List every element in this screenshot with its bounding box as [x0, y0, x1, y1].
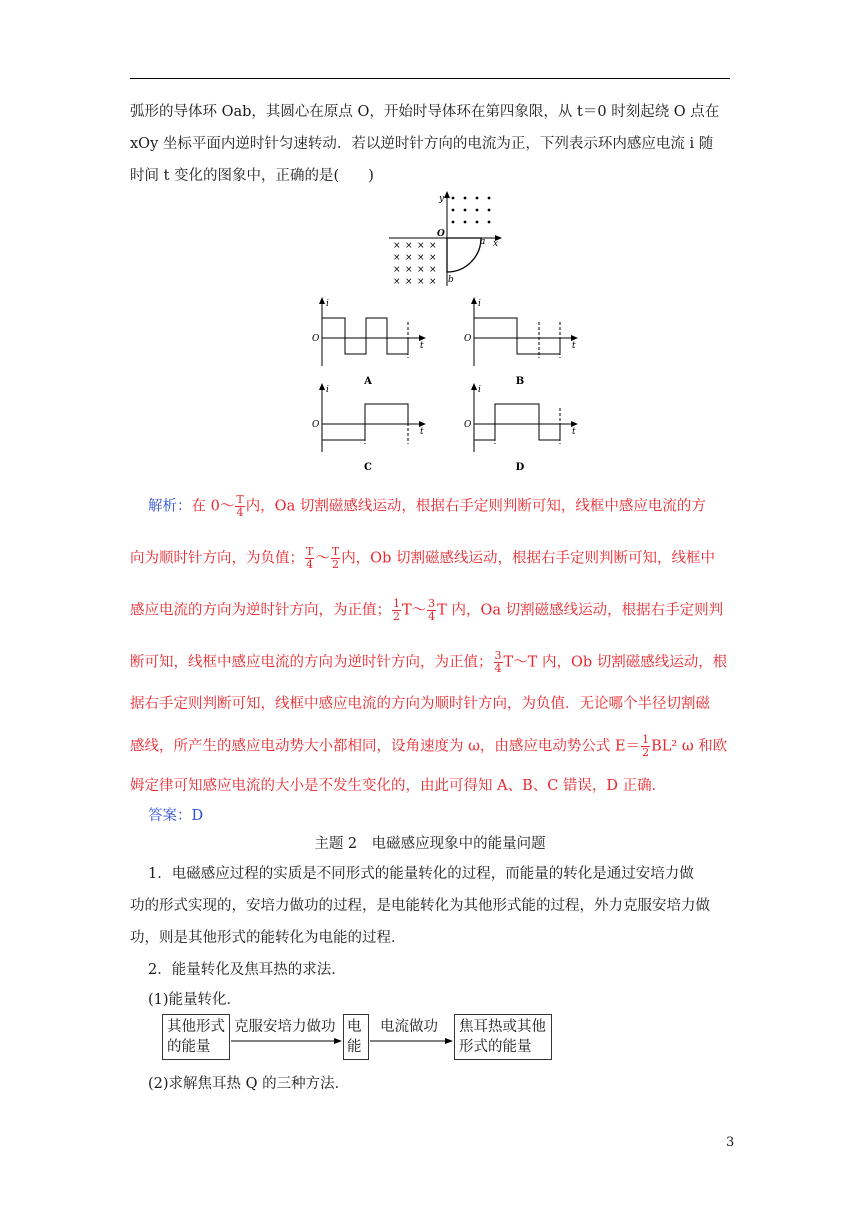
section-title: 主题 2 电磁感应现象中的能量问题	[314, 836, 546, 852]
para1-line-2: 功的形式实现的，安培力做功的过程，是电能转化为其他形式能的过程，外力克服安培力做	[130, 898, 710, 914]
svg-text:×: ×	[417, 253, 425, 263]
para3: (1)能量转化．	[148, 992, 242, 1008]
flow-label-overcome-ampere: 克服安培力做功	[234, 1019, 336, 1035]
graph-a-i: i	[326, 299, 329, 309]
graph-d	[462, 382, 587, 474]
axis-y-label: y	[439, 194, 445, 204]
analysis-line-5: 据右手定则判断可知，线框中感应电流的方向为顺时针方向，为负值．无论哪个半径切割磁	[130, 696, 710, 712]
field-crosses	[393, 241, 437, 287]
question-line-3: 时间 t 变化的图象中，正确的是( )	[130, 168, 374, 184]
para2: 2．能量转化及焦耳热的求法．	[148, 962, 346, 978]
graph-b-i: i	[478, 299, 481, 309]
graph-b-t: t	[572, 341, 576, 351]
graph-a	[310, 296, 435, 388]
point-a-label: a	[480, 237, 486, 247]
question-line-2: xOy 坐标平面内逆时针匀速转动．若以逆时针方向的电流为正，下列表示环内感应电流 i 随	[130, 136, 714, 152]
para1-line-3: 功，则是其他形式的能转化为电能的过程．	[130, 930, 406, 946]
graph-c-i: i	[326, 385, 329, 395]
point-b-label: b	[448, 275, 454, 285]
svg-text:×: ×	[429, 277, 437, 287]
svg-text:×: ×	[405, 277, 413, 287]
flow-box-electric-energy: 电 能	[343, 1014, 369, 1060]
svg-text:×: ×	[405, 265, 413, 275]
graph-b-label: B	[515, 376, 525, 387]
svg-text:×: ×	[393, 253, 401, 263]
graph-c-t: t	[420, 427, 424, 437]
analysis-line-6: 感线，所产生的感应电动势大小都相同，设角速度为 ω，由感应电动势公式 E＝ $\frac{1}{2}$ BL² ω 和欧	[130, 733, 728, 759]
graph-b-o: O	[464, 334, 472, 344]
svg-text:×: ×	[417, 277, 425, 287]
page-number: 3	[726, 1135, 735, 1150]
svg-text:×: ×	[429, 265, 437, 275]
graph-c-o: O	[312, 420, 320, 430]
field-figure	[385, 190, 505, 290]
svg-text:×: ×	[417, 241, 425, 251]
flow-arrow-2	[370, 1036, 454, 1046]
analysis-line-3: 感应电流的方向为逆时针方向，为正值； $\frac{1}{2}$ T～ $\frac{3}{4}$ T 内，Oa 切割磁感线运动，根据右手定则判	[130, 597, 724, 623]
graph-d-o: O	[464, 420, 472, 430]
svg-text:×: ×	[429, 241, 437, 251]
origin-label: O	[437, 229, 445, 239]
graph-a-o: O	[312, 334, 320, 344]
para1-line-1: 1．电磁感应过程的实质是不同形式的能量转化的过程，而能量的转化是通过安培力做	[148, 866, 694, 882]
svg-text:×: ×	[393, 277, 401, 287]
graph-a-label: A	[364, 376, 372, 387]
header-rule	[130, 78, 730, 79]
analysis-line-1: 解析：在 0～ $\frac{T}{4}$ 内，Oa 切割磁感线运动，根据右手定则判断可知，线框中感应电流的方	[148, 493, 706, 519]
para4: (2)求解焦耳热 Q 的三种方法．	[148, 1076, 350, 1092]
graph-d-i: i	[478, 385, 481, 395]
axis-x-label: x	[493, 239, 499, 249]
graph-d-t: t	[572, 427, 576, 437]
graph-b	[462, 296, 587, 388]
flow-box-other-energy: 其他形式 的能量	[162, 1014, 230, 1060]
graph-c-label: C	[364, 462, 372, 473]
answer: 答案：D	[148, 808, 204, 824]
svg-text:×: ×	[393, 265, 401, 275]
analysis-line-7: 姆定律可知感应电流的大小是不发生变化的，由此可得知 A、B、C 错误，D 正确．	[130, 778, 667, 794]
svg-text:×: ×	[405, 241, 413, 251]
svg-text:×: ×	[405, 253, 413, 263]
graph-a-t: t	[420, 341, 424, 351]
flow-label-current-work: 电流做功	[380, 1019, 438, 1035]
graph-c	[310, 382, 435, 474]
flow-box-joule-heat: 焦耳热或其他 形式的能量	[454, 1014, 552, 1060]
question-line-1: 弧形的导体环 Oab，其圆心在原点 O，开始时导体环在第四象限，从 t＝0 时刻起绕 O 点在	[130, 104, 720, 120]
flow-arrow-1	[231, 1036, 343, 1046]
svg-text:×: ×	[393, 241, 401, 251]
analysis-line-4: 断可知，线框中感应电流的方向为逆时针方向，为正值； $\frac{3}{4}$ T～T 内，Ob 切割磁感线运动，根	[130, 649, 728, 675]
graph-d-label: D	[515, 462, 525, 473]
svg-text:×: ×	[429, 253, 437, 263]
svg-text:×: ×	[417, 265, 425, 275]
conductor-ring	[447, 238, 481, 272]
field-dots	[452, 197, 491, 224]
analysis-line-2: 向为顺时针方向，为负值； $\frac{T}{4}$ ～ $\frac{T}{2}$ 内，Ob 切割磁感线运动，根据右手定则判断可知，线框中	[130, 545, 715, 571]
